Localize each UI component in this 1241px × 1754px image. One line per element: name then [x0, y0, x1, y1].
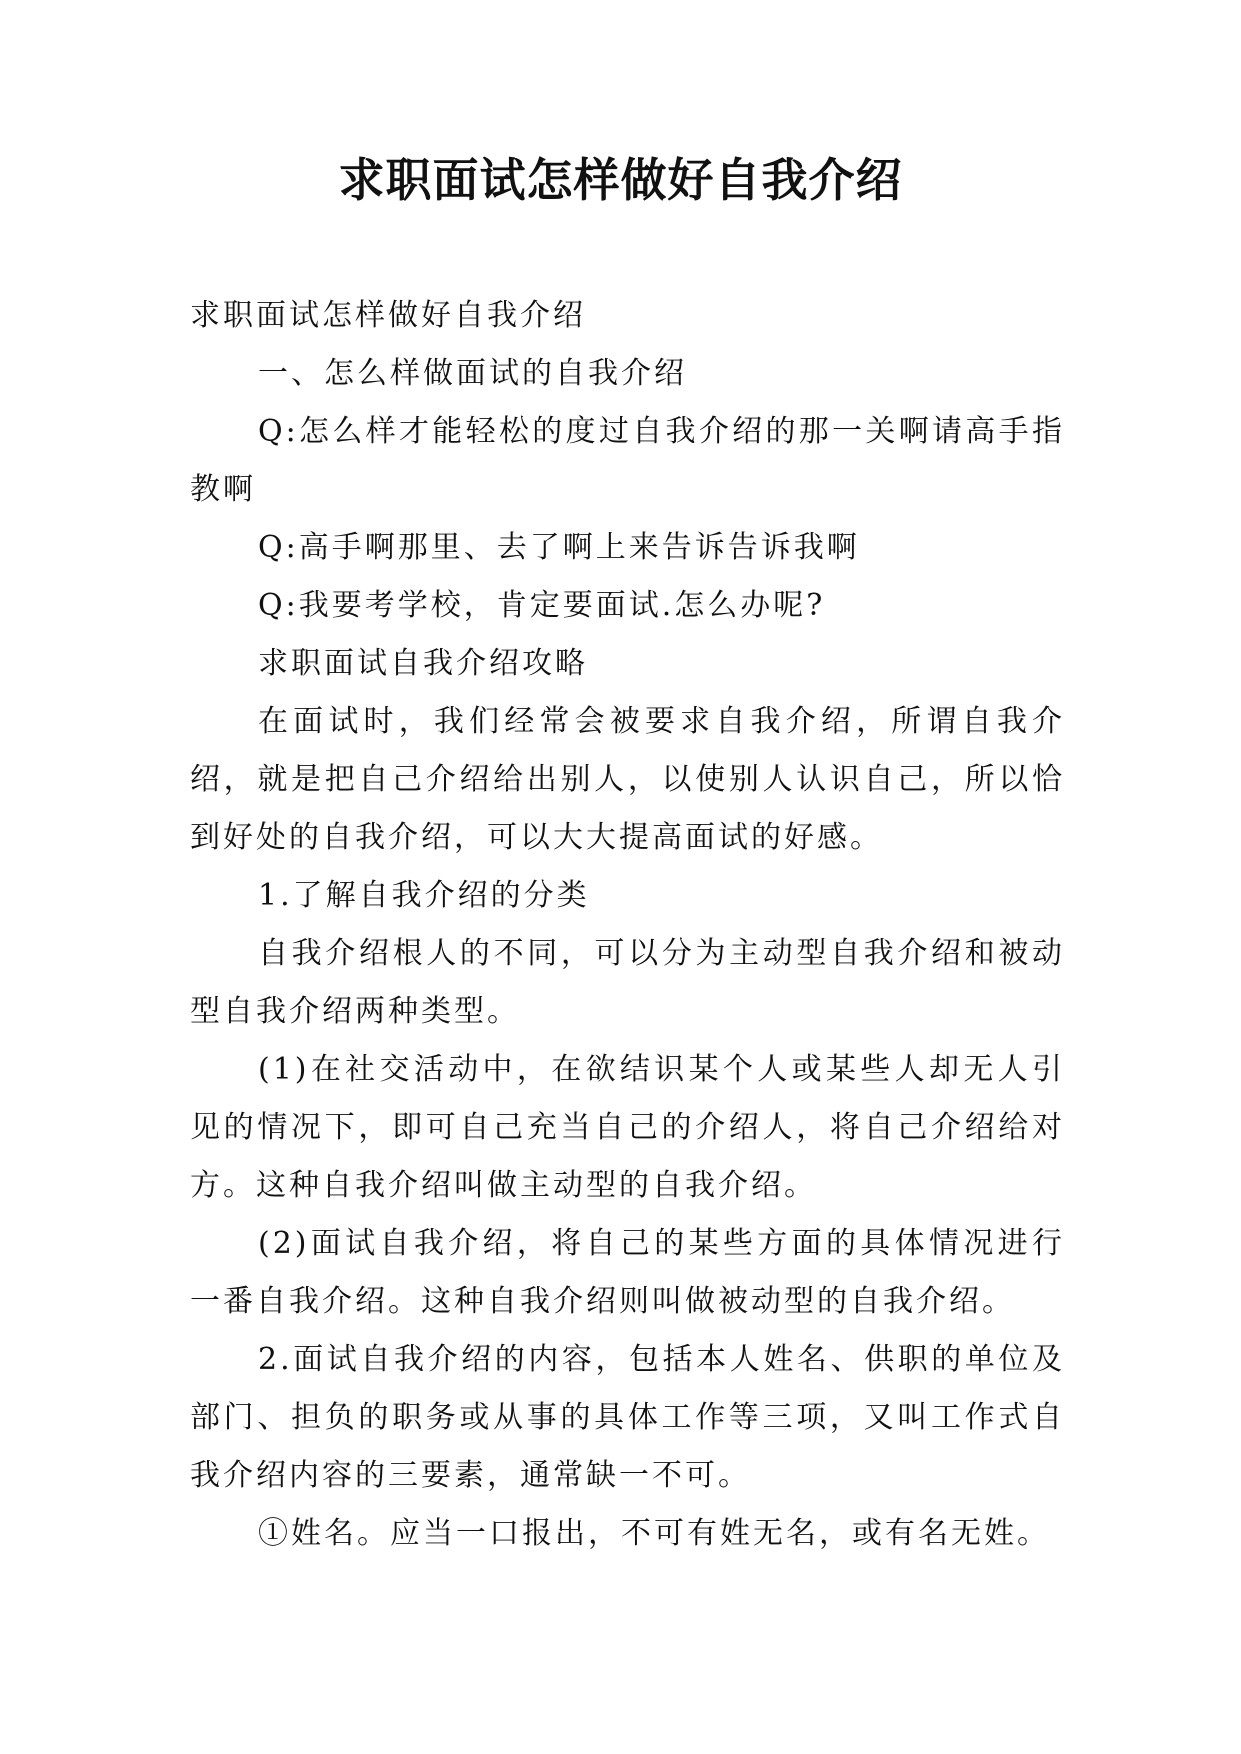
paragraph-question-1: Q:怎么样才能轻松的度过自我介绍的那一关啊请高手指教啊	[190, 414, 1065, 507]
paragraph-question-3: Q:我要考学校，肯定要面试.怎么办呢?	[258, 588, 826, 623]
paragraph-point-1-heading: 1.了解自我介绍的分类	[258, 878, 590, 913]
paragraph-strategy-heading: 求职面试自我介绍攻略	[258, 646, 588, 681]
paragraph-section-heading: 一、怎么样做面试的自我介绍	[258, 356, 687, 391]
paragraph-subtitle: 求职面试怎样做好自我介绍	[190, 298, 586, 333]
paragraph-point-2: 2.面试自我介绍的内容，包括本人姓名、供职的单位及部门、担负的职务或从事的具体工作等三项，又叫工作式自我介绍内容的三要素，通常缺一不可。	[190, 1342, 1065, 1493]
paragraph-name-element: ①姓名。应当一口报出，不可有姓无名，或有名无姓。	[258, 1516, 1050, 1551]
paragraph-type-passive: (2)面试自我介绍，将自己的某些方面的具体情况进行一番自我介绍。这种自我介绍则叫做被动型的自我介绍。	[190, 1226, 1065, 1319]
paragraph-type-active: (1)在社交活动中，在欲结识某个人或某些人却无人引见的情况下，即可自己充当自己的介绍人，将自己介绍给对方。这种自我介绍叫做主动型的自我介绍。	[190, 1052, 1065, 1203]
document-body	[190, 287, 1065, 1563]
paragraph-types: 自我介绍根人的不同，可以分为主动型自我介绍和被动型自我介绍两种类型。	[190, 936, 1065, 1029]
document-title: 求职面试怎样做好自我介绍	[338, 153, 903, 207]
paragraph-question-2: Q:高手啊那里、去了啊上来告诉告诉我啊	[258, 530, 860, 565]
paragraph-intro: 在面试时，我们经常会被要求自我介绍，所谓自我介绍，就是把自己介绍给出别人，以使别人认识自己，所以恰到好处的自我介绍，可以大大提高面试的好感。	[190, 704, 1065, 855]
